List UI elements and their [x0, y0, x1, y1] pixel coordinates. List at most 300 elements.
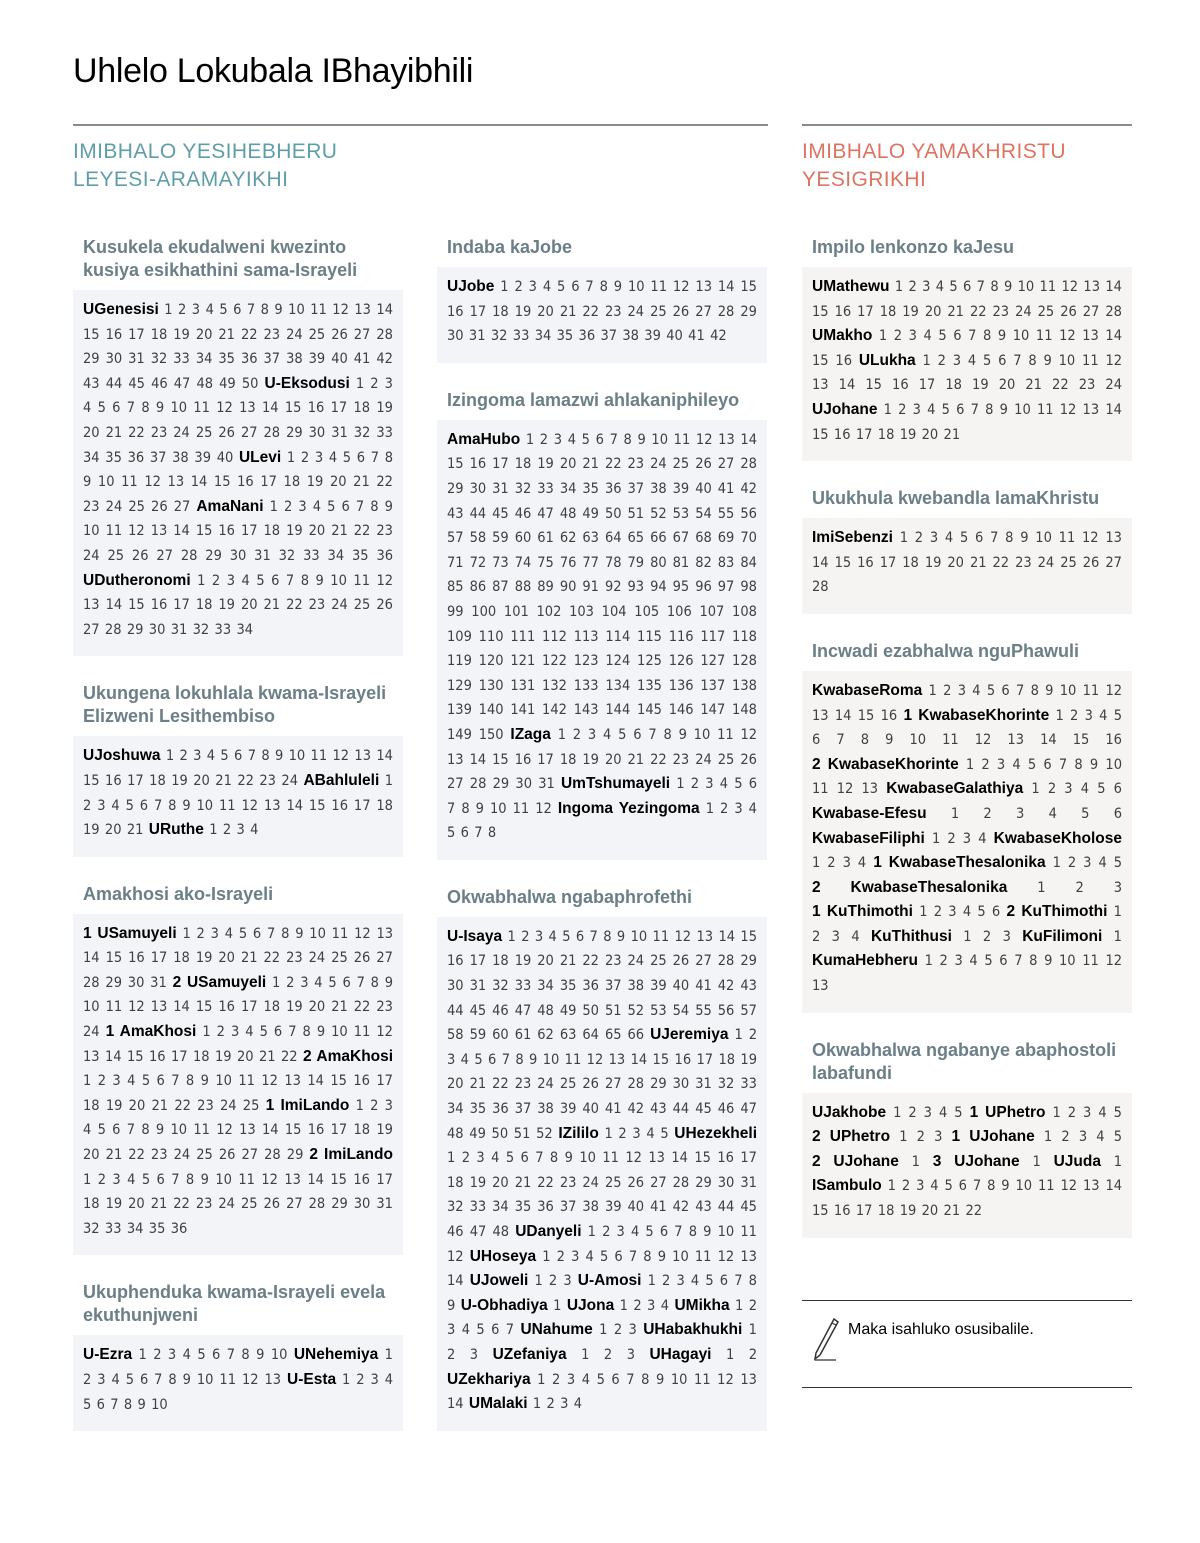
chapter-number[interactable]: 36	[127, 449, 145, 466]
chapter-number[interactable]: 12	[144, 474, 161, 491]
chapter-number[interactable]: 16	[353, 1073, 370, 1090]
chapter-number[interactable]: 16	[834, 303, 852, 320]
chapter-number[interactable]: 32	[192, 621, 210, 638]
chapter-number[interactable]: 8	[261, 748, 270, 765]
chapter-number[interactable]: 14	[376, 748, 393, 765]
chapter-number[interactable]: 1	[83, 1073, 92, 1090]
chapter-number[interactable]: 7	[501, 1051, 510, 1068]
chapter-number[interactable]: 3	[934, 1129, 943, 1146]
chapter-number[interactable]: 19	[902, 303, 919, 320]
chapter-number[interactable]: 18	[877, 426, 895, 443]
chapter-number[interactable]: 13	[150, 523, 168, 540]
chapter-number[interactable]: 7	[153, 797, 163, 814]
chapter-number[interactable]: 7	[674, 1224, 683, 1240]
chapter-number[interactable]: 16	[218, 999, 235, 1016]
chapter-number[interactable]: 1	[542, 1248, 551, 1265]
chapter-number[interactable]: 80	[650, 554, 667, 571]
chapter-number[interactable]: 3	[236, 822, 245, 839]
chapter-number[interactable]: 6	[659, 1224, 669, 1240]
chapter-number[interactable]: 3	[226, 572, 236, 589]
chapter-number[interactable]: 93	[627, 579, 645, 596]
chapter-number[interactable]: 21	[215, 772, 232, 789]
chapter-number[interactable]: 16	[880, 707, 898, 724]
chapter-number[interactable]: 123	[573, 653, 599, 670]
chapter-number[interactable]: 18	[718, 1051, 736, 1068]
chapter-number[interactable]: 5	[660, 1125, 669, 1142]
chapter-number[interactable]: 3	[298, 498, 307, 515]
chapter-number[interactable]: 19	[218, 597, 235, 614]
chapter-number[interactable]: 1	[138, 1347, 147, 1364]
chapter-number[interactable]: 136	[668, 677, 694, 694]
chapter-number[interactable]: 4	[857, 855, 867, 872]
chapter-number[interactable]: 2	[983, 805, 992, 822]
chapter-number[interactable]: 4	[935, 279, 945, 295]
chapter-number[interactable]: 42	[717, 978, 735, 995]
chapter-number[interactable]: 24	[308, 950, 326, 967]
chapter-number[interactable]: 5	[983, 352, 992, 369]
chapter-number[interactable]: 32	[492, 978, 509, 995]
chapter-number[interactable]: 21	[559, 953, 577, 970]
chapter-number[interactable]: 12	[128, 523, 145, 540]
chapter-number[interactable]: 23	[627, 456, 645, 473]
chapter-number[interactable]: 3	[916, 1178, 925, 1195]
chapter-number[interactable]: 88	[514, 579, 532, 596]
chapter-number[interactable]: 3	[922, 279, 931, 295]
chapter-number[interactable]: 1	[537, 1371, 546, 1388]
chapter-number[interactable]: 3	[447, 1322, 456, 1339]
chapter-number[interactable]: 15	[1072, 732, 1090, 749]
chapter-number[interactable]: 3	[230, 1024, 240, 1041]
chapter-number[interactable]: 7	[447, 800, 456, 817]
chapter-number[interactable]: 10	[215, 1171, 232, 1188]
chapter-number[interactable]: 35	[105, 449, 122, 466]
chapter-number[interactable]: 5	[125, 1372, 135, 1388]
chapter-number[interactable]: 116	[668, 628, 694, 645]
chapter-number[interactable]: 40	[331, 351, 348, 368]
chapter-number[interactable]: 14	[838, 377, 856, 394]
chapter-number[interactable]: 2	[893, 328, 903, 345]
chapter-number[interactable]: 23	[150, 1147, 168, 1164]
chapter-number[interactable]: 15	[195, 523, 213, 540]
chapter-number[interactable]: 24	[286, 326, 303, 343]
chapter-number[interactable]: 115	[637, 628, 662, 645]
chapter-number[interactable]: 21	[331, 999, 348, 1016]
chapter-number[interactable]: 15	[740, 279, 757, 295]
chapter-number[interactable]: 9	[999, 401, 1008, 418]
chapter-number[interactable]: 26	[672, 953, 690, 970]
chapter-number[interactable]: 37	[604, 978, 622, 995]
chapter-number[interactable]: 23	[263, 326, 281, 343]
chapter-number[interactable]: 16	[447, 953, 464, 970]
chapter-number[interactable]: 17	[918, 377, 936, 394]
chapter-number[interactable]: 9	[316, 1024, 326, 1041]
chapter-number[interactable]: 29	[740, 303, 757, 320]
chapter-number[interactable]: 73	[492, 554, 509, 571]
chapter-number[interactable]: 58	[447, 1027, 464, 1044]
chapter-number[interactable]: 14	[447, 1273, 464, 1290]
chapter-number[interactable]: 20	[998, 377, 1016, 394]
chapter-number[interactable]: 2	[939, 953, 948, 970]
chapter-number[interactable]: 2	[178, 302, 187, 318]
chapter-number[interactable]: 41	[717, 480, 735, 497]
chapter-number[interactable]: 4	[1098, 1104, 1107, 1121]
chapter-number[interactable]: 36	[376, 547, 394, 564]
chapter-number[interactable]: 11	[717, 726, 734, 743]
chapter-number[interactable]: 10	[170, 1122, 188, 1139]
chapter-number[interactable]: 20	[492, 1174, 509, 1191]
chapter-number[interactable]: 117	[700, 628, 726, 645]
chapter-number[interactable]: 5	[1113, 1129, 1123, 1146]
chapter-number[interactable]: 12	[974, 732, 992, 749]
chapter-number[interactable]: 3	[948, 904, 957, 921]
chapter-number[interactable]: 16	[833, 426, 851, 443]
chapter-number[interactable]: 22	[128, 1147, 145, 1164]
chapter-number[interactable]: 16	[307, 1122, 325, 1139]
chapter-number[interactable]: 13	[648, 1150, 665, 1167]
chapter-number[interactable]: 20	[921, 426, 939, 443]
chapter-number[interactable]: 14	[740, 431, 758, 448]
chapter-number[interactable]: 2	[937, 352, 946, 369]
chapter-number[interactable]: 1	[647, 1273, 656, 1290]
chapter-number[interactable]: 37	[149, 449, 167, 466]
chapter-number[interactable]: 81	[672, 554, 690, 571]
chapter-number[interactable]: 31	[492, 480, 509, 497]
chapter-number[interactable]: 8	[123, 1396, 133, 1413]
chapter-number[interactable]: 100	[471, 603, 497, 620]
chapter-number[interactable]: 8	[748, 1273, 757, 1290]
chapter-number[interactable]: 9	[200, 1171, 209, 1188]
chapter-number[interactable]: 6	[812, 732, 821, 749]
chapter-number[interactable]: 27	[156, 547, 173, 564]
chapter-number[interactable]: 9	[256, 1347, 265, 1364]
chapter-number[interactable]: 31	[376, 1196, 393, 1213]
chapter-number[interactable]: 1	[534, 1273, 543, 1290]
chapter-number[interactable]: 2	[514, 279, 523, 295]
chapter-number[interactable]: 78	[604, 554, 622, 571]
chapter-number[interactable]: 25	[717, 751, 735, 768]
chapter-number[interactable]: 5	[197, 1347, 206, 1364]
chapter-number[interactable]: 16	[892, 377, 909, 394]
chapter-number[interactable]: 51	[604, 1002, 622, 1019]
chapter-number[interactable]: 13	[1082, 401, 1100, 418]
chapter-number[interactable]: 1	[355, 375, 365, 392]
chapter-number[interactable]: 12	[1059, 401, 1077, 418]
chapter-number[interactable]: 3	[908, 328, 917, 345]
chapter-number[interactable]: 18	[492, 953, 509, 970]
chapter-number[interactable]: 4	[581, 1371, 591, 1388]
chapter-number[interactable]: 3	[210, 925, 219, 942]
chapter-number[interactable]: 19	[376, 1122, 393, 1139]
chapter-number[interactable]: 10	[1017, 279, 1035, 295]
chapter-number[interactable]: 9	[315, 572, 324, 589]
chapter-number[interactable]: 19	[195, 950, 213, 967]
chapter-number[interactable]: 126	[668, 653, 694, 670]
chapter-number[interactable]: 1	[604, 1125, 613, 1142]
chapter-number[interactable]: 10	[542, 1051, 560, 1068]
chapter-number[interactable]: 21	[259, 1048, 276, 1065]
chapter-number[interactable]: 2	[690, 776, 700, 793]
chapter-number[interactable]: 8	[370, 974, 379, 991]
chapter-number[interactable]: 16	[469, 456, 487, 473]
chapter-number[interactable]: 8	[168, 1372, 177, 1388]
chapter-number[interactable]: 4	[241, 572, 250, 589]
chapter-number[interactable]: 101	[503, 603, 529, 620]
chapter-number[interactable]: 17	[537, 751, 554, 768]
chapter-number[interactable]: 9	[1003, 279, 1013, 295]
chapter-number[interactable]: 9	[274, 302, 283, 318]
chapter-number[interactable]: 19	[171, 772, 188, 789]
chapter-number[interactable]: 22	[492, 1076, 509, 1093]
chapter-number[interactable]: 103	[569, 603, 594, 620]
chapter-number[interactable]: 34	[83, 449, 100, 466]
chapter-number[interactable]: 26	[1060, 303, 1077, 320]
chapter-number[interactable]: 20	[128, 1097, 146, 1114]
chapter-number[interactable]: 19	[376, 400, 393, 417]
chapter-number[interactable]: 3	[566, 1371, 576, 1388]
chapter-number[interactable]: 150	[478, 726, 504, 743]
chapter-number[interactable]: 144	[605, 702, 631, 719]
chapter-number[interactable]: 14	[630, 1051, 648, 1068]
chapter-number[interactable]: 34	[534, 328, 552, 345]
chapter-number[interactable]: 16	[149, 1048, 166, 1065]
chapter-number[interactable]: 27	[286, 1196, 303, 1213]
chapter-number[interactable]: 11	[1035, 328, 1053, 345]
chapter-number[interactable]: 1	[269, 498, 278, 515]
chapter-number[interactable]: 3	[314, 449, 324, 466]
chapter-number[interactable]: 1	[619, 1297, 628, 1314]
chapter-number[interactable]: 1	[950, 805, 960, 822]
chapter-number[interactable]: 1	[676, 776, 685, 793]
chapter-number[interactable]: 120	[478, 653, 504, 670]
chapter-number[interactable]: 28	[627, 1076, 645, 1093]
chapter-number[interactable]: 2	[947, 830, 956, 847]
chapter-number[interactable]: 35	[218, 351, 235, 368]
chapter-number[interactable]: 3	[628, 1322, 637, 1339]
chapter-number[interactable]: 2	[933, 904, 943, 921]
chapter-number[interactable]: 10	[331, 1024, 348, 1041]
chapter-number[interactable]: 20	[559, 456, 577, 473]
chapter-number[interactable]: 14	[286, 797, 304, 814]
chapter-number[interactable]: 5	[1113, 707, 1123, 724]
chapter-number[interactable]: 39	[644, 328, 661, 345]
chapter-number[interactable]: 18	[263, 523, 281, 540]
chapter-number[interactable]: 11	[812, 781, 829, 798]
chapter-number[interactable]: 5	[562, 928, 571, 945]
chapter-number[interactable]: 8	[663, 726, 672, 743]
chapter-number[interactable]: 18	[173, 950, 190, 967]
chapter-number[interactable]: 27	[1082, 303, 1100, 320]
chapter-number[interactable]: 55	[717, 505, 735, 522]
chapter-number[interactable]: 23	[1078, 377, 1096, 394]
chapter-number[interactable]: 8	[641, 1371, 650, 1388]
chapter-number[interactable]: 8	[487, 825, 497, 842]
chapter-number[interactable]: 35	[469, 1101, 487, 1118]
chapter-number[interactable]: 2	[662, 1273, 671, 1290]
chapter-number[interactable]: 2	[748, 1297, 758, 1314]
chapter-number[interactable]: 8	[549, 1150, 559, 1167]
chapter-number[interactable]: 23	[514, 1076, 532, 1093]
chapter-number[interactable]: 27	[604, 1076, 622, 1093]
chapter-number[interactable]: 4	[491, 1150, 500, 1167]
chapter-number[interactable]: 20	[240, 597, 258, 614]
chapter-number[interactable]: 137	[700, 677, 726, 694]
chapter-number[interactable]: 29	[126, 621, 144, 638]
chapter-number[interactable]: 25	[240, 1196, 258, 1213]
chapter-number[interactable]: 21	[150, 1196, 168, 1213]
chapter-number[interactable]: 94	[650, 579, 667, 596]
chapter-number[interactable]: 27	[447, 776, 464, 793]
chapter-number[interactable]: 27	[240, 424, 258, 441]
chapter-number[interactable]: 7	[126, 1122, 136, 1139]
chapter-number[interactable]: 30	[127, 974, 145, 991]
chapter-number[interactable]: 13	[740, 1371, 757, 1388]
chapter-number[interactable]: 12	[354, 925, 371, 942]
chapter-number[interactable]: 17	[879, 554, 897, 571]
chapter-number[interactable]: 4	[83, 1122, 92, 1139]
chapter-number[interactable]: 16	[447, 303, 464, 320]
chapter-number[interactable]: 23	[308, 597, 326, 614]
chapter-number[interactable]: 21	[627, 751, 645, 768]
chapter-number[interactable]: 11	[238, 1171, 255, 1188]
chapter-number[interactable]: 14	[812, 554, 829, 571]
chapter-number[interactable]: 62	[537, 1027, 554, 1044]
chapter-number[interactable]: 14	[671, 1150, 688, 1167]
chapter-number[interactable]: 23	[604, 953, 622, 970]
chapter-number[interactable]: 135	[637, 677, 662, 694]
chapter-number[interactable]: 1	[1055, 707, 1064, 724]
chapter-number[interactable]: 65	[627, 530, 645, 547]
chapter-number[interactable]: 3	[563, 1273, 572, 1290]
chapter-number[interactable]: 35	[148, 1220, 166, 1237]
chapter-number[interactable]: 2	[370, 375, 379, 392]
chapter-number[interactable]: 5	[949, 279, 958, 295]
chapter-number[interactable]: 16	[237, 474, 254, 491]
chapter-number[interactable]: 20	[924, 303, 942, 320]
chapter-number[interactable]: 49	[219, 375, 236, 392]
chapter-number[interactable]: 10	[1014, 401, 1031, 418]
chapter-number[interactable]: 11	[121, 474, 138, 491]
chapter-number[interactable]: 1	[1113, 904, 1122, 921]
chapter-number[interactable]: 142	[542, 702, 567, 719]
chapter-number[interactable]: 12	[376, 572, 394, 589]
chapter-number[interactable]: 7	[1016, 682, 1025, 699]
chapter-number[interactable]: 7	[970, 401, 979, 418]
chapter-number[interactable]: 7	[247, 748, 256, 765]
chapter-number[interactable]: 38	[537, 1101, 554, 1118]
chapter-number[interactable]: 21	[969, 554, 987, 571]
chapter-number[interactable]: 26	[582, 1076, 599, 1093]
chapter-number[interactable]: 62	[559, 530, 577, 547]
chapter-number[interactable]: 38	[172, 449, 189, 466]
chapter-number[interactable]: 17	[240, 523, 258, 540]
chapter-number[interactable]: 3	[996, 756, 1006, 773]
chapter-number[interactable]: 10	[288, 748, 306, 765]
chapter-number[interactable]: 20	[83, 424, 100, 441]
chapter-number[interactable]: 3	[632, 1125, 641, 1142]
chapter-number[interactable]: 17	[492, 456, 509, 473]
chapter-number[interactable]: 6	[571, 279, 580, 295]
chapter-number[interactable]: 16	[674, 1051, 692, 1068]
chapter-number[interactable]: 98	[740, 579, 757, 596]
chapter-number[interactable]: 43	[740, 978, 757, 995]
chapter-number[interactable]: 104	[601, 603, 627, 620]
chapter-number[interactable]: 12	[535, 800, 552, 817]
chapter-number[interactable]: 24	[1037, 554, 1055, 571]
chapter-number[interactable]: 11	[1082, 953, 1099, 970]
chapter-number[interactable]: 1	[911, 1153, 920, 1170]
chapter-number[interactable]: 15	[812, 303, 829, 320]
chapter-number[interactable]: 6	[956, 401, 965, 418]
chapter-number[interactable]: 46	[447, 1224, 464, 1240]
chapter-number[interactable]: 7	[976, 279, 985, 295]
chapter-number[interactable]: 119	[447, 653, 472, 670]
chapter-number[interactable]: 40	[666, 328, 683, 345]
chapter-number[interactable]: 5	[1027, 756, 1037, 773]
chapter-number[interactable]: 4	[978, 830, 987, 847]
chapter-number[interactable]: 44	[469, 505, 487, 522]
chapter-number[interactable]: 6	[633, 726, 642, 743]
chapter-number[interactable]: 15	[865, 377, 882, 394]
chapter-number[interactable]: 34	[492, 1199, 509, 1216]
chapter-number[interactable]: 1	[286, 449, 296, 466]
chapter-number[interactable]: 65	[604, 1027, 622, 1044]
chapter-number[interactable]: 3	[1002, 928, 1011, 945]
chapter-number[interactable]: 5	[1113, 1104, 1122, 1121]
chapter-number[interactable]: 56	[740, 505, 757, 522]
chapter-number[interactable]: 24	[695, 751, 712, 768]
chapter-number[interactable]: 145	[637, 702, 662, 719]
chapter-number[interactable]: 4	[567, 431, 577, 448]
chapter-number[interactable]: 2	[908, 1104, 917, 1121]
chapter-number[interactable]: 22	[174, 1097, 191, 1114]
chapter-number[interactable]: 8	[985, 401, 994, 418]
chapter-number[interactable]: 2	[179, 748, 188, 765]
chapter-number[interactable]: 24	[537, 1076, 554, 1093]
chapter-number[interactable]: 3	[912, 401, 921, 418]
chapter-number[interactable]: 9	[656, 1371, 665, 1388]
chapter-number[interactable]: 29	[447, 480, 464, 497]
chapter-number[interactable]: 15	[740, 928, 758, 945]
chapter-number[interactable]: 10	[309, 925, 326, 942]
chapter-number[interactable]: 43	[695, 1199, 712, 1216]
chapter-number[interactable]: 3	[112, 1073, 121, 1090]
chapter-number[interactable]: 7	[356, 974, 365, 991]
chapter-number[interactable]: 40	[695, 480, 712, 497]
chapter-number[interactable]: 30	[447, 978, 464, 995]
chapter-number[interactable]: 30	[672, 1076, 690, 1093]
chapter-number[interactable]: 3	[952, 352, 962, 369]
chapter-number[interactable]: 33	[740, 1076, 757, 1093]
chapter-number[interactable]: 15	[284, 1122, 302, 1139]
chapter-number[interactable]: 5	[977, 904, 986, 921]
chapter-number[interactable]: 23	[286, 950, 303, 967]
chapter-number[interactable]: 19	[173, 326, 190, 343]
chapter-number[interactable]: 70	[740, 530, 757, 547]
chapter-number[interactable]: 37	[514, 1101, 532, 1118]
chapter-number[interactable]: 10	[489, 800, 507, 817]
chapter-number[interactable]: 28	[376, 326, 393, 343]
chapter-number[interactable]: 7	[648, 726, 657, 743]
chapter-number[interactable]: 19	[899, 426, 917, 443]
chapter-number[interactable]: 10	[1012, 328, 1030, 345]
chapter-number[interactable]: 4	[944, 530, 954, 547]
chapter-number[interactable]: 11	[310, 748, 328, 765]
chapter-number[interactable]: 74	[514, 554, 532, 571]
chapter-number[interactable]: 51	[513, 1125, 531, 1142]
chapter-number[interactable]: 41	[650, 1199, 667, 1216]
chapter-number[interactable]: 14	[307, 1171, 324, 1188]
chapter-number[interactable]: 8	[515, 1051, 524, 1068]
